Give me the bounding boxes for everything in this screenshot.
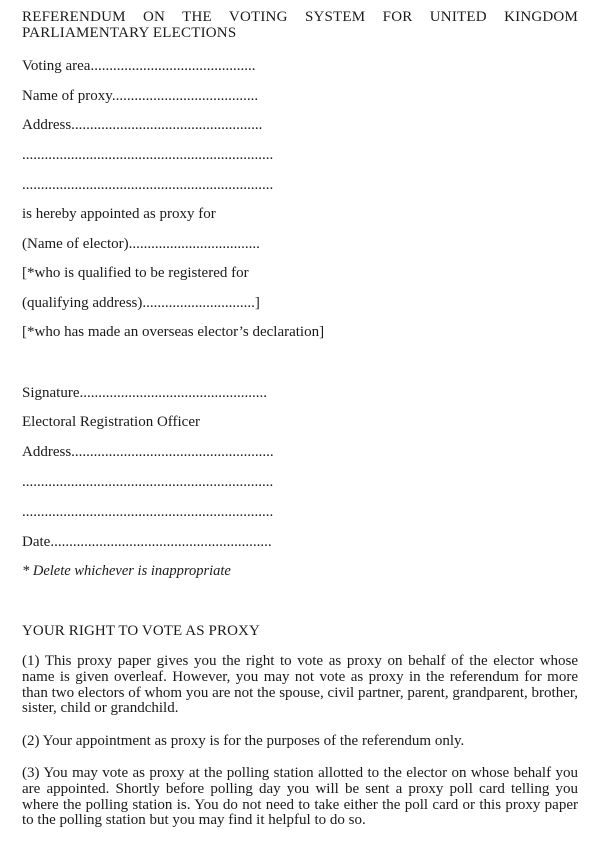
officer-address-line-3: ...................................................................: [22, 504, 274, 520]
rights-paragraph-2: (2) Your appointment as proxy is for the purposes of the referendum only.: [22, 733, 465, 749]
rights-heading: YOUR RIGHT TO VOTE AS PROXY: [22, 623, 260, 639]
proxy-address-line-3: ...................................................................: [22, 177, 274, 193]
voting-area-field: Voting area............................................: [22, 58, 256, 74]
rights-paragraph-1: (1) This proxy paper gives you the right to vote as proxy on behalf of the elector whose name is given overleaf. However, you may not vote as proxy in the referendum for more than two electors of whom you are not the spouse, civil partner, parent, grandparent, brother, sister, child or grandchild.: [22, 653, 578, 717]
qualifying-address-field: (qualifying address)..............................]: [22, 295, 260, 311]
officer-address-field: Address......................................................: [22, 444, 274, 460]
name-of-elector-field: (Name of elector)...................................: [22, 236, 260, 252]
appointed-text: is hereby appointed as proxy for: [22, 206, 216, 222]
proxy-address-field: Address...................................................: [22, 117, 263, 133]
rights-paragraph-3: (3) You may vote as proxy at the polling station allotted to the elector on whose behalf you are appointed. Shortly before polling day you will be sent a proxy poll card telling you where the polling station is. You do not need to take either the poll card or this proxy paper to the polling station but you may find it helpful to do so.: [22, 765, 578, 829]
qualified-text: [*who is qualified to be registered for: [22, 265, 249, 281]
overseas-declaration-text: [*who has made an overseas elector’s declaration]: [22, 324, 325, 340]
officer-address-line-2: ...................................................................: [22, 474, 274, 490]
delete-note: * Delete whichever is inappropriate: [22, 563, 231, 579]
name-of-proxy-field: Name of proxy.......................................: [22, 88, 259, 104]
officer-title: Electoral Registration Officer: [22, 414, 200, 430]
date-field: Date...........................................................: [22, 534, 272, 550]
signature-field: Signature..................................................: [22, 385, 267, 401]
proxy-address-line-2: ...................................................................: [22, 147, 274, 163]
form-title: REFERENDUM ON THE VOTING SYSTEM FOR UNITED KINGDOM PARLIAMENTARY ELECTIONS: [22, 9, 578, 41]
